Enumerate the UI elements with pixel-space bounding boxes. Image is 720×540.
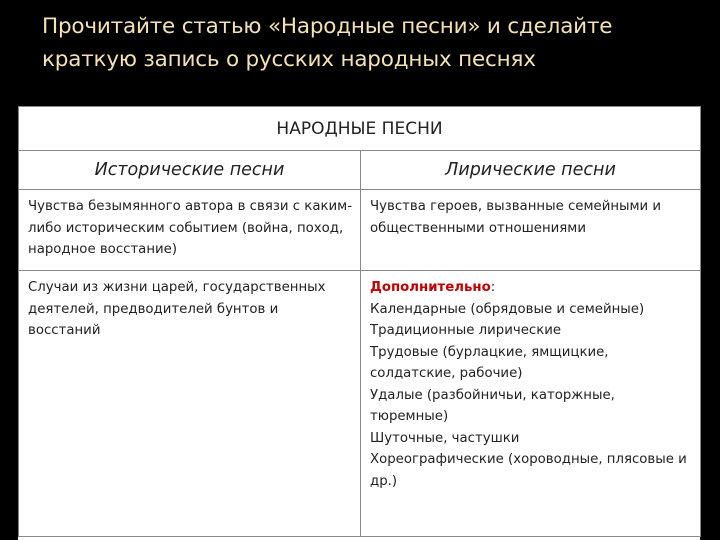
list-item: Календарные (обрядовые и семейные) <box>370 301 645 317</box>
list-item: Традиционные лирические <box>370 323 562 338</box>
slide-title: Прочитайте статью «Народные песни» и сделайте краткую запись о русских народных песнях <box>42 14 613 72</box>
table-row <box>19 190 701 271</box>
list-item: Трудовые (бурлацкие, ямщицкие, солдатские, рабочие) <box>370 344 609 381</box>
table-header: НАРОДНЫЕ ПЕСНИ <box>19 107 701 151</box>
list-item: Шуточные, частушки <box>370 430 520 446</box>
additional-heading <box>370 277 692 299</box>
column-header-lyrical: Лирические песни <box>361 151 701 190</box>
cell-lyrical-feelings: Чувства героев, вызванные семейными и общественными отношениями <box>361 190 701 271</box>
list-item: Удалые (разбойничьи, каторжные, тюремные) <box>370 387 615 424</box>
additional-label: Дополнительно <box>370 280 491 295</box>
cell-lyrical-additional <box>361 271 701 537</box>
table-sheet <box>18 106 700 540</box>
additional-colon: : <box>490 280 496 295</box>
table-row <box>19 271 701 537</box>
cell-historical-feelings: Чувства безымянного автора в связи с каким-либо историческим событием (война, поход, народное восстание) <box>19 190 361 271</box>
column-header-historical: Исторические песни <box>19 151 361 190</box>
cell-historical-events: Случаи из жизни царей, государственных деятелей, предводителей бунтов и восстаний <box>19 271 361 537</box>
list-item: Хореографические (хороводные, плясовые и др.) <box>370 452 687 489</box>
songs-table <box>18 106 701 537</box>
